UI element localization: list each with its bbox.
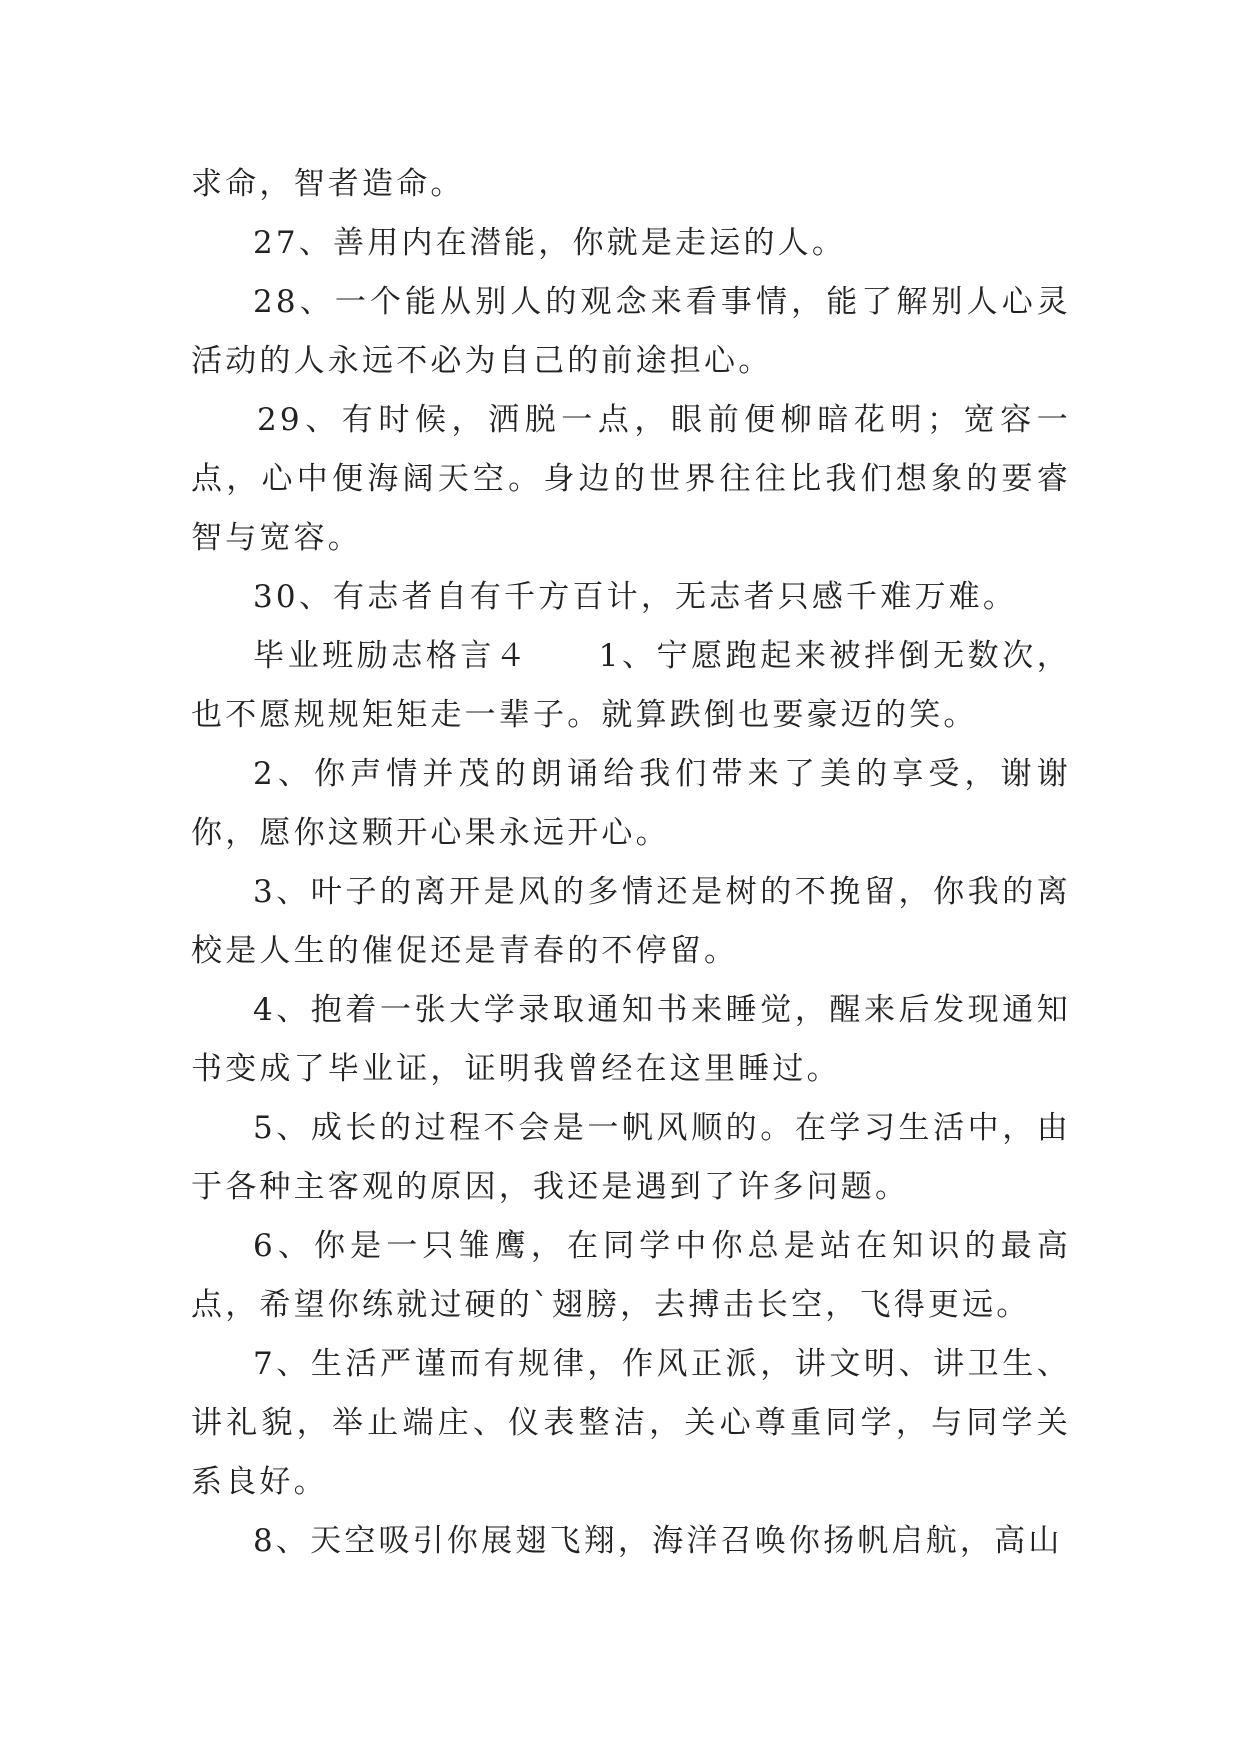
paragraph-29: 29、有时候，洒脱一点，眼前便柳暗花明；宽容一点，心中便海阔天空。身边的世界往往比我们想象的要睿智与宽容。 — [191, 402, 1071, 556]
paragraph-continuation: 求命，智者造命。 — [191, 166, 465, 202]
paragraph-28: 28、一个能从别人的观念来看事情，能了解别人心灵活动的人永远不必为自己的前途担心。 — [191, 284, 1071, 379]
paragraph-4: 4、抱着一张大学录取通知书来睡觉，醒来后发现通知书变成了毕业证，证明我曾经在这里睡过。 — [191, 992, 1071, 1087]
paragraph-section4-item1: 毕业班励志格言４ 1、宁愿跑起来被拌倒无数次，也不愿规规矩矩走一辈子。就算跌倒也要豪迈的笑。 — [191, 638, 1071, 733]
paragraph-3: 3、叶子的离开是风的多情还是树的不挽留，你我的离校是人生的催促还是青春的不停留。 — [191, 874, 1071, 969]
paragraph-8: 8、天空吸引你展翅飞翔，海洋召唤你扬帆启航，高山 — [253, 1523, 1063, 1559]
paragraph-27: 27、善用内在潜能，你就是走运的人。 — [253, 225, 847, 261]
paragraph-6: 6、你是一只雏鹰，在同学中你总是站在知识的最高点，希望你练就过硬的`翅膀，去搏击长空，飞得更远。 — [191, 1228, 1071, 1323]
paragraph-30: 30、有志者自有千方百计，无志者只感千难万难。 — [253, 579, 1018, 615]
paragraph-2: 2、你声情并茂的朗诵给我们带来了美的享受，谢谢你，愿你这颗开心果永远开心。 — [191, 756, 1071, 851]
paragraph-5: 5、成长的过程不会是一帆风顺的。在学习生活中，由于各种主客观的原因，我还是遇到了许多问题。 — [191, 1110, 1071, 1205]
document-body — [191, 155, 1071, 1571]
paragraph-7: 7、生活严谨而有规律，作风正派，讲文明、讲卫生、讲礼貌，举止端庄、仪表整洁，关心尊重同学，与同学关系良好。 — [191, 1346, 1071, 1500]
